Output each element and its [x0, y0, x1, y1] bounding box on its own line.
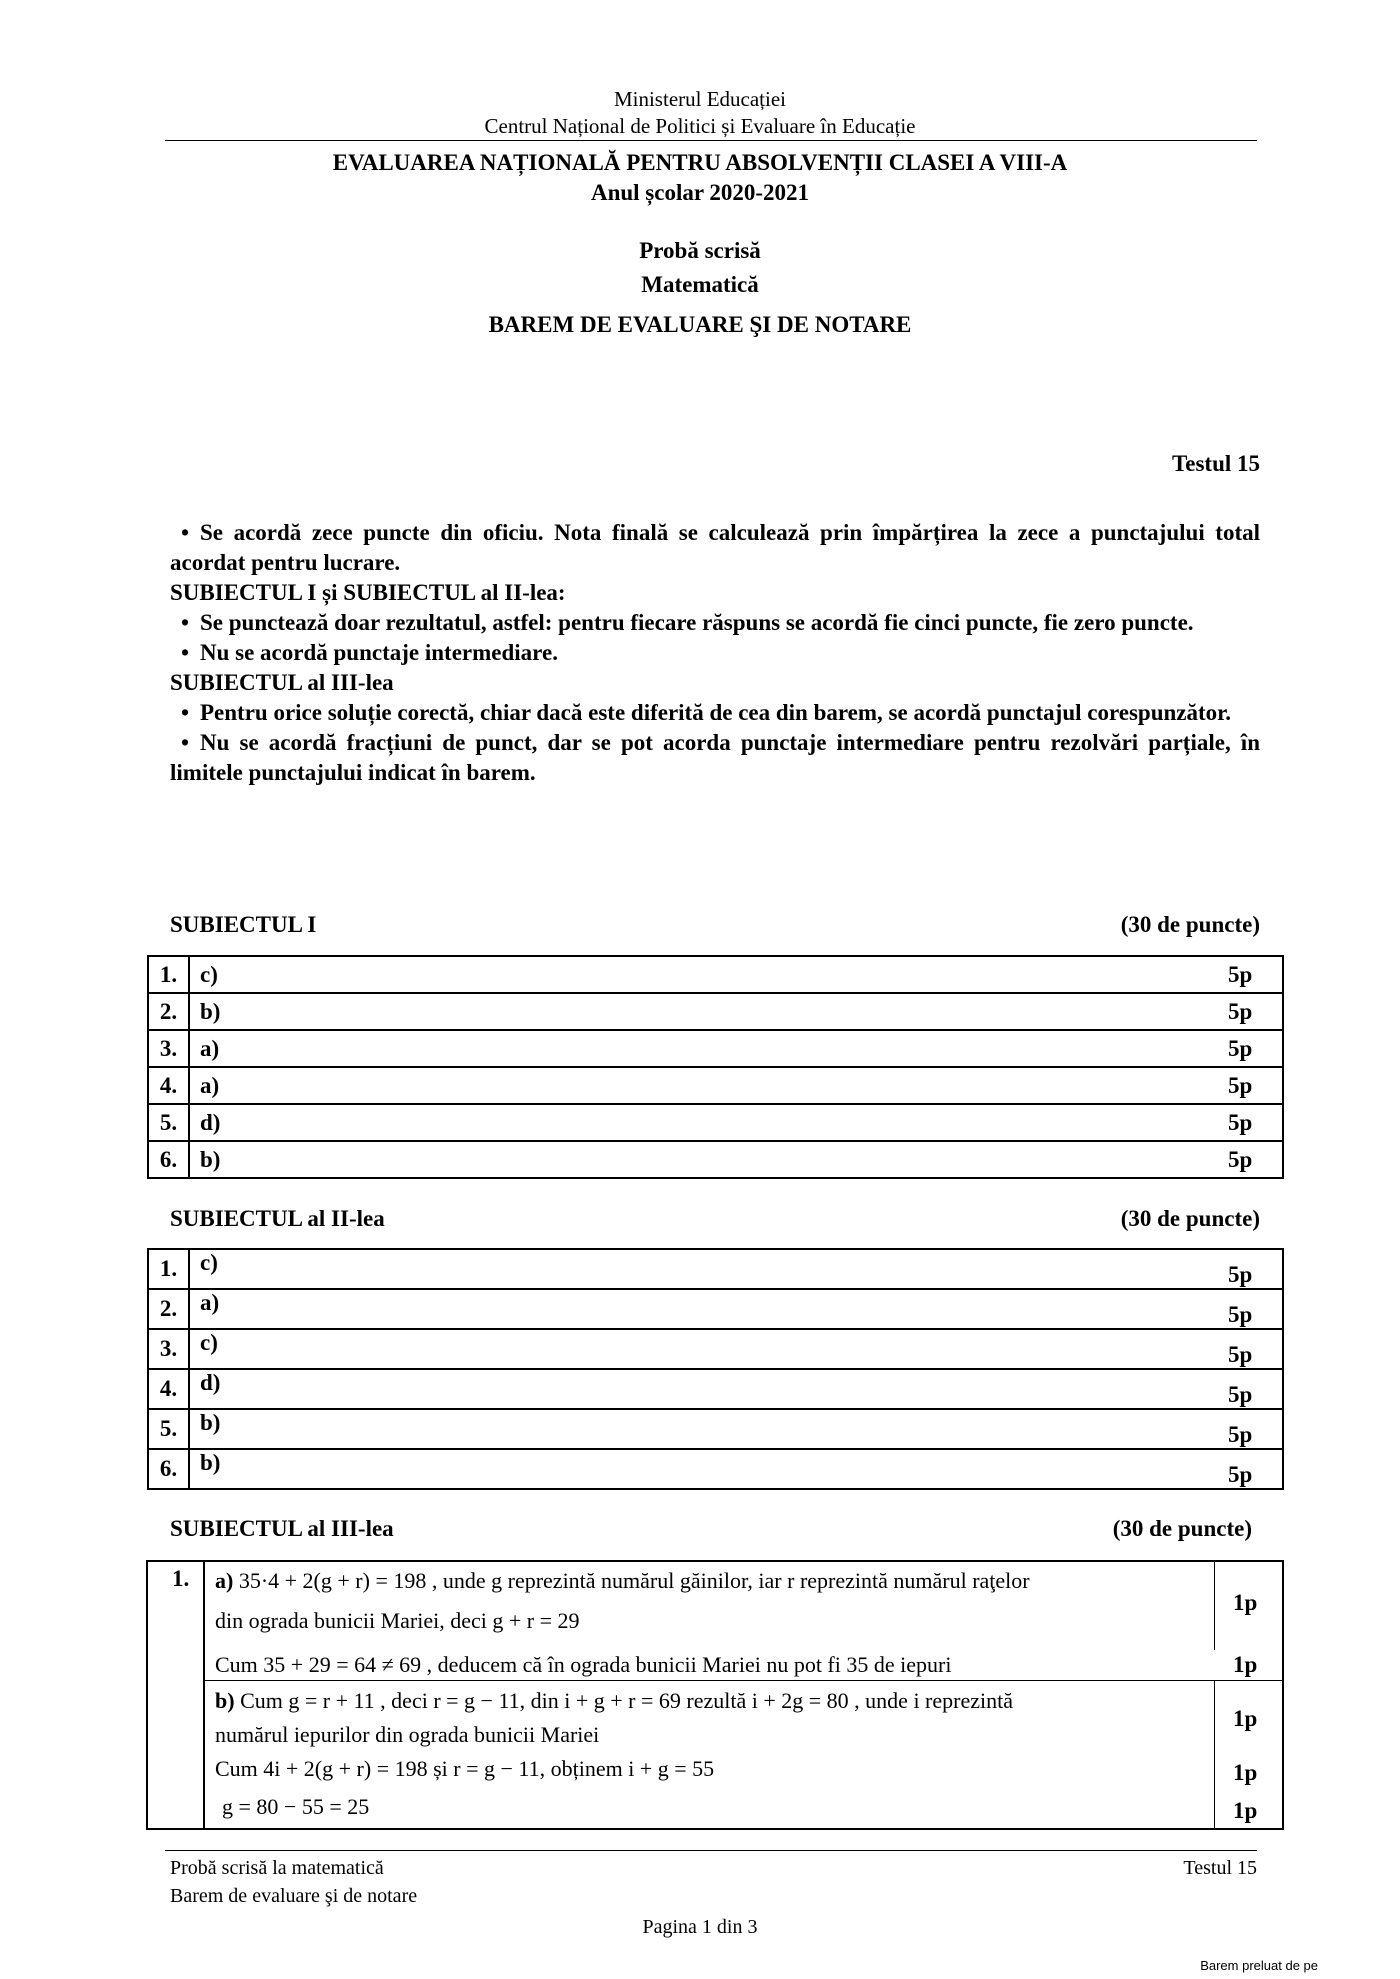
bullet-icon: • — [180, 640, 190, 665]
answer: c) — [189, 1329, 1218, 1369]
s3-ab-separator — [203, 1680, 1284, 1681]
part-a-label: a) — [215, 1568, 234, 1593]
table-row — [148, 1289, 1283, 1329]
table-row — [148, 1369, 1283, 1409]
table-row — [148, 1329, 1283, 1369]
s3-pts-divider — [1214, 1680, 1215, 1830]
points: 5p — [1218, 1449, 1283, 1489]
table-row — [148, 993, 1283, 1030]
barem-title: BAREM DE EVALUARE ŞI DE NOTARE — [488, 312, 912, 337]
points: 5p — [1218, 1030, 1283, 1067]
row-number: 1. — [148, 1249, 189, 1289]
s3-a-line1 — [215, 1568, 1030, 1594]
center-name: Centrul Național de Politici și Evaluare în Educație — [484, 114, 916, 138]
test-number: Testul 15 — [1172, 451, 1260, 476]
header-rule — [165, 140, 1257, 141]
row-number: 6. — [148, 1141, 189, 1178]
table-row — [148, 1449, 1283, 1489]
part-b-label: b) — [215, 1688, 235, 1713]
row-number: 3. — [148, 1030, 189, 1067]
bullet-icon: • — [180, 700, 190, 725]
instruction-5: Nu se acordă fracțiuni de punct, dar se pot acorda punctaje intermediare pentru rezolvări parțiale, în limitele punctajului indicat în barem. — [170, 730, 1260, 785]
s3-pts-divider — [1214, 1560, 1215, 1650]
instructions — [170, 518, 1260, 788]
s2-title: SUBIECTUL al II-lea — [170, 1206, 385, 1231]
table-row — [148, 1409, 1283, 1449]
points: 5p — [1218, 1329, 1283, 1369]
row-number: 5. — [148, 1104, 189, 1141]
footer-left-2: Barem de evaluare şi de notare — [170, 1885, 418, 1907]
answer: c) — [189, 956, 1218, 993]
row-number: 5. — [148, 1409, 189, 1449]
table-row — [148, 1067, 1283, 1104]
s1-points: (30 de puncte) — [1120, 912, 1260, 937]
s3-points-2: 1p — [1233, 1652, 1258, 1677]
s3-title: SUBIECTUL al III-lea — [170, 1516, 394, 1541]
table-row — [148, 1030, 1283, 1067]
table-row — [148, 1104, 1283, 1141]
s3-b-line3: Cum 4i + 2(g + r) = 198 și r = g − 11, obținem i + g = 55 — [215, 1756, 715, 1781]
s2-table — [147, 1248, 1284, 1490]
subject-label: Matematică — [641, 272, 759, 297]
row-number: 6. — [148, 1449, 189, 1489]
row-number: 3. — [148, 1329, 189, 1369]
bullet-icon: • — [180, 520, 190, 545]
s3-col-divider — [203, 1560, 205, 1830]
points: 5p — [1218, 1067, 1283, 1104]
answer: b) — [189, 1409, 1218, 1449]
points: 5p — [1218, 1409, 1283, 1449]
s3-b-line1 — [215, 1688, 1013, 1714]
instruction-4: Pentru orice soluție corectă, chiar dacă este diferită de cea din barem, se acordă punctajul corespunzător. — [200, 700, 1232, 725]
answer: a) — [189, 1067, 1218, 1104]
points: 5p — [1218, 956, 1283, 993]
s3-a-line2: din ograda bunicii Mariei, deci g + r = 29 — [215, 1608, 580, 1633]
bullet-icon: • — [180, 610, 190, 635]
s3-b-text1: Cum g = r + 11 , deci r = g − 11, din i + g + r = 69 rezultă i + 2g = 80 , unde i reprezintă — [240, 1688, 1013, 1713]
s3-points-1: 1p — [1233, 1590, 1258, 1615]
table-row — [148, 1249, 1283, 1289]
school-year: Anul școlar 2020-2021 — [590, 180, 810, 205]
s1-table — [147, 955, 1284, 1179]
points: 5p — [1218, 1141, 1283, 1178]
points: 5p — [1218, 1249, 1283, 1289]
instruction-3: Nu se acordă punctaje intermediare. — [200, 640, 558, 665]
instruction-heading-1: SUBIECTUL I și SUBIECTUL al II-lea: — [170, 580, 566, 605]
ministry-name: Ministerul Educației — [613, 87, 787, 111]
answer: d) — [189, 1104, 1218, 1141]
row-number: 2. — [148, 1289, 189, 1329]
row-number: 4. — [148, 1369, 189, 1409]
answer: a) — [189, 1030, 1218, 1067]
table-row — [148, 956, 1283, 993]
points: 5p — [1218, 1104, 1283, 1141]
s3-b-line4: g = 80 − 55 = 25 — [222, 1794, 370, 1819]
instruction-heading-2: SUBIECTUL al III-lea — [170, 670, 394, 695]
s3-points-3: 1p — [1233, 1706, 1258, 1731]
answer: c) — [189, 1249, 1218, 1289]
answer: d) — [189, 1369, 1218, 1409]
page-number: Pagina 1 din 3 — [642, 1916, 758, 1938]
points: 5p — [1218, 993, 1283, 1030]
row-number: 1. — [148, 956, 189, 993]
s1-title: SUBIECTUL I — [170, 912, 317, 937]
exam-title: EVALUAREA NAȚIONALĂ PENTRU ABSOLVENȚII CLASEI A VIII-A — [332, 150, 1068, 175]
answer: b) — [189, 993, 1218, 1030]
s3-points-5: 1p — [1233, 1798, 1258, 1823]
footer-test: Testul 15 — [1183, 1857, 1257, 1879]
s3-points: (30 de puncte) — [1112, 1516, 1252, 1541]
points: 5p — [1218, 1369, 1283, 1409]
answer: b) — [189, 1449, 1218, 1489]
bullet-icon: • — [180, 730, 190, 755]
table-row — [148, 1141, 1283, 1178]
s3-number: 1. — [172, 1566, 190, 1591]
s3-b-line2: numărul iepurilor din ograda bunicii Mariei — [215, 1722, 600, 1747]
footer-left-1: Probă scrisă la matematică — [170, 1857, 384, 1879]
points: 5p — [1218, 1289, 1283, 1329]
footer-rule — [165, 1850, 1257, 1851]
s3-a-line3: Cum 35 + 29 = 64 ≠ 69 , deducem că în ograda bunicii Mariei nu pot fi 35 de iepuri — [215, 1652, 952, 1677]
source-note: Barem preluat de pe — [1200, 1958, 1318, 1973]
s3-a-text1: 35·4 + 2(g + r) = 198 , unde g reprezintă numărul găinilor, iar r reprezintă numărul raţelor — [238, 1568, 1030, 1593]
answer: a) — [189, 1289, 1218, 1329]
row-number: 2. — [148, 993, 189, 1030]
s3-points-4: 1p — [1233, 1760, 1258, 1785]
answer: b) — [189, 1141, 1218, 1178]
instruction-2: Se punctează doar rezultatul, astfel: pentru fiecare răspuns se acordă fie cinci puncte, fie zero puncte. — [200, 610, 1194, 635]
s2-points: (30 de puncte) — [1120, 1206, 1260, 1231]
row-number: 4. — [148, 1067, 189, 1104]
proba-label: Probă scrisă — [639, 238, 761, 263]
instruction-1: Se acordă zece puncte din oficiu. Nota finală se calculează prin împărțirea la zece a punctajului total acordat pentru lucrare. — [170, 520, 1260, 575]
